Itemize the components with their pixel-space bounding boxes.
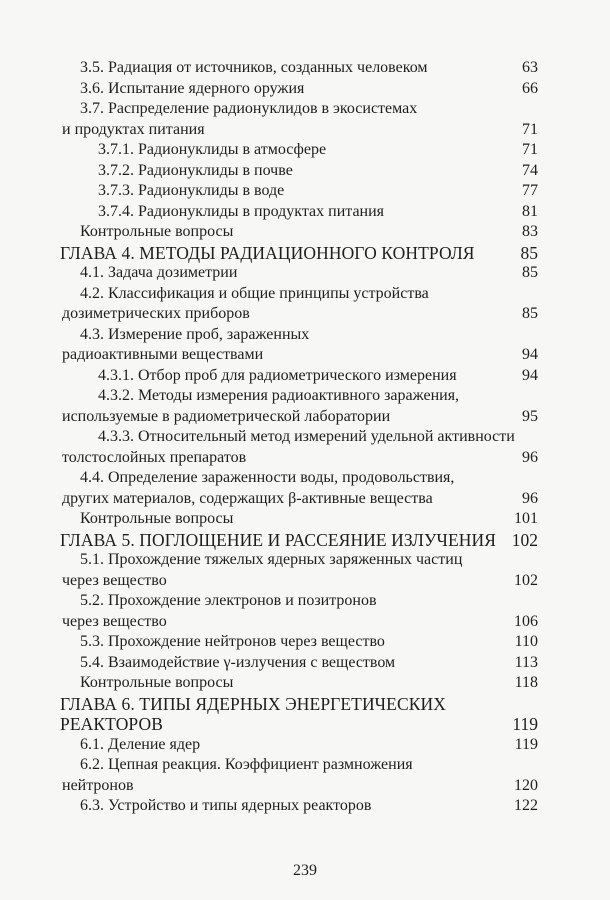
toc-entry [60,120,538,141]
toc-chapter-heading [60,714,538,735]
toc-entry-page: 120 [514,776,538,794]
toc-entry [60,735,538,756]
toc-entry [60,653,538,674]
toc-entry-title: 3.6. Испытание ядерного оружия [80,79,305,97]
toc-entry-page: 63 [522,59,538,76]
toc-entry-title: радиоактивными веществами [62,346,264,363]
toc-entry-page: 85 [520,242,538,263]
toc-entry [60,776,538,797]
toc-entry-page: 83 [522,223,538,240]
toc-entry [60,58,538,79]
toc-entry-page: 102 [514,571,538,589]
toc-entry [60,448,538,469]
toc-entry [60,755,538,776]
toc-entry-title: 4.3. Измерение проб, зараженных [80,325,310,343]
toc-entry-title: и продуктах питания [62,120,205,138]
toc-entry [60,612,538,633]
toc-entry-page: 106 [514,612,538,630]
toc-entry-title: 4.2. Классификация и общие принципы устройства [80,284,429,302]
toc-entry [60,222,538,243]
toc-entry-title: 4.4. Определение зараженности воды, продовольствия, [80,469,455,486]
toc-entry [60,161,538,182]
toc-entry-title: 4.3.1. Отбор проб для радиометрического измерения [98,366,457,384]
toc-entry-title: 3.7.3. Радионуклиды в воде [98,182,285,199]
toc-entry [60,181,538,202]
toc-entry-page: 66 [522,79,538,97]
toc-entry-title: через вещество [62,612,167,630]
toc-entry-title: через вещество [62,571,167,589]
toc-entry [60,304,538,325]
toc-entry-title: 3.7. Распределение радионуклидов в экосистемах [80,100,418,117]
toc-entry [60,489,538,510]
toc-entry-title: РЕАКТОРОВ [60,714,163,734]
toc-entry-title: дозиметрических приборов [62,305,250,322]
toc-entry-title: ГЛАВА 6. ТИПЫ ЯДЕРНЫХ ЭНЕРГЕТИЧЕСКИХ [60,693,446,714]
toc-entry [60,550,538,571]
toc-entry-page: 85 [522,305,538,322]
toc-entry-page: 81 [522,202,538,220]
toc-entry [60,263,538,284]
toc-entry-page: 119 [514,735,538,753]
toc-entry-title: ГЛАВА 5. ПОГЛОЩЕНИЕ И РАССЕЯНИЕ ИЗЛУЧЕНИЯ [60,529,496,550]
toc-entry-title: Контрольные вопросы [80,510,234,527]
toc-entry-title: 6.1. Деление ядер [80,735,201,753]
page-number: 239 [293,862,317,879]
toc-entry [60,79,538,100]
toc-entry-title: других материалов, содержащих β-активные вещества [62,489,433,507]
toc-entry-title: 3.7.2. Радионуклиды в почве [98,161,293,179]
toc-entry-page: 102 [511,529,538,550]
toc-entry [60,571,538,592]
toc-entry-title: Контрольные вопросы [80,674,234,691]
toc-entry-title: Контрольные вопросы [80,223,234,240]
toc-entry-title: 5.1. Прохождение тяжелых ядерных заряженных частиц [80,551,463,568]
toc-entry [60,591,538,612]
toc-entry [60,796,538,817]
toc-entry [60,468,538,489]
toc-entry-page: 94 [522,366,538,384]
toc-entry-page: 95 [522,407,538,425]
toc-entry-page: 96 [522,489,538,507]
toc-entry [60,386,538,407]
toc-entry-title: 3.7.1. Радионуклиды в атмосфере [98,141,327,158]
toc-entry [60,673,538,694]
toc-entry-title: 5.3. Прохождение нейтронов через вещество [80,633,385,650]
toc-entry-title: 6.2. Цепная реакция. Коэффициент размножения [80,756,413,773]
toc-entry-title: 4.3.2. Методы измерения радиоактивного заражения, [98,387,460,404]
table-of-contents [60,58,538,817]
toc-entry-page: 96 [522,448,538,466]
toc-entry-title: 5.2. Прохождение электронов и позитронов [80,592,377,609]
toc-entry-title: 5.4. Взаимодействие γ-излучения с веществом [80,653,396,671]
toc-entry [60,345,538,366]
toc-entry-title: 3.7.4. Радионуклиды в продуктах питания [98,202,385,220]
toc-entry-page: 85 [522,264,538,281]
toc-chapter-heading [60,243,538,264]
toc-entry [60,407,538,428]
toc-entry [60,202,538,223]
toc-entry-page: 71 [522,120,538,138]
toc-entry [60,509,538,530]
toc-entry [60,325,538,346]
toc-entry [60,366,538,387]
toc-entry-title: нейтронов [62,776,134,794]
toc-entry [60,140,538,161]
toc-entry-page: 77 [522,182,538,199]
toc-entry-title: 3.5. Радиация от источников, созданных человеком [80,59,428,76]
toc-entry-page: 94 [522,346,538,363]
toc-entry [60,284,538,305]
toc-entry-page: 113 [514,653,538,671]
toc-entry-page: 118 [514,674,538,691]
toc-entry [60,632,538,653]
toc-entry-title: используемые в радиометрической лаборатории [62,407,391,425]
toc-entry-page: 74 [522,161,538,179]
toc-entry-title: ГЛАВА 4. МЕТОДЫ РАДИАЦИОННОГО КОНТРОЛЯ [60,242,475,263]
toc-entry-title: 4.3.3. Относительный метод измерений удельной активности [98,428,515,445]
toc-entry [60,427,538,448]
toc-entry-page: 110 [514,633,538,650]
toc-entry-page: 71 [522,141,538,158]
toc-chapter-heading [60,694,538,715]
toc-chapter-heading [60,530,538,551]
toc-entry [60,99,538,120]
toc-entry-page: 119 [512,714,538,734]
toc-entry-title: толстослойных препаратов [62,448,247,466]
toc-entry-title: 6.3. Устройство и типы ядерных реакторов [80,797,372,814]
toc-entry-title: 4.1. Задача дозиметрии [80,264,238,281]
toc-entry-page: 122 [514,797,538,814]
toc-entry-page: 101 [514,510,538,527]
